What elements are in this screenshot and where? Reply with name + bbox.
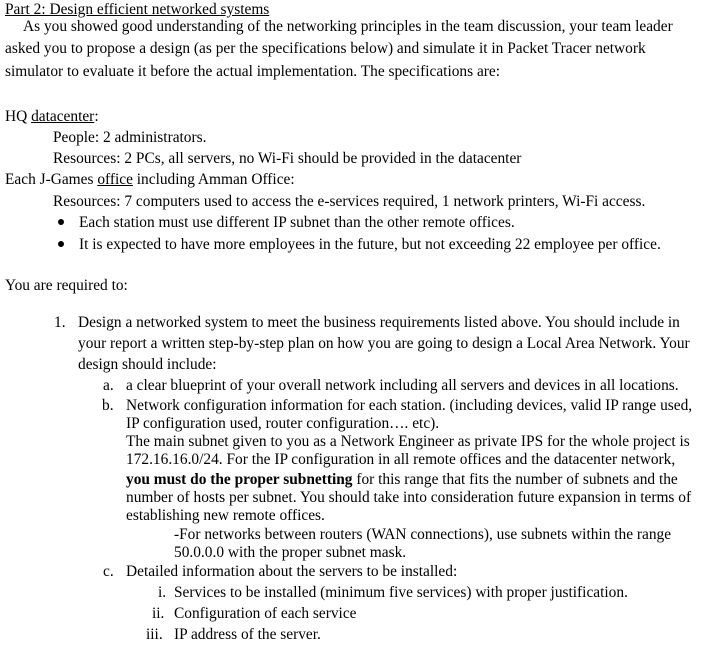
task-line-2: your report a written step-by-step plan on how you are going to design a Local Area Network. Your: [78, 335, 690, 352]
hq-heading-a: HQ: [5, 108, 32, 125]
item-c-marker: c.: [103, 563, 114, 580]
item-b-line-2: IP configuration used, router configuration…. etc).: [126, 415, 440, 432]
item-b-line-4: 172.16.16.0/24. For the IP configuration in all remote offices and the datacenter network,: [126, 451, 676, 468]
office-bullet-2: It is expected to have more employees in the future, but not exceeding 22 employee per office.: [79, 236, 661, 253]
office-heading-c: including Amman Office:: [132, 171, 295, 188]
item-a-marker: a.: [103, 377, 114, 394]
item-c-ii-marker: ii.: [152, 605, 165, 622]
item-b-marker: b.: [102, 397, 114, 414]
subnetting-emphasis: you must do the proper subnetting: [126, 471, 353, 488]
item-b-line-1: Network configuration information for each station. (including devices, valid IP range used,: [126, 397, 693, 414]
hq-resources: Resources: 2 PCs, all servers, no Wi-Fi should be provided in the datacenter: [53, 150, 522, 167]
item-b-line-6: number of hosts per subnet. You should take into consideration future expansion in terms of: [126, 489, 692, 506]
item-b-line-7: establishing new remote offices.: [126, 507, 325, 524]
office-heading-b: office: [97, 171, 133, 188]
office-heading: [5, 170, 295, 189]
intro-line-3: simulator to evaluate it before the actual implementation. The specifications are:: [5, 63, 501, 80]
bullet-dot-2: [58, 241, 64, 247]
item-a-text: a clear blueprint of your overall network including all servers and devices in all locations.: [126, 377, 679, 394]
item-c-i-marker: i.: [158, 584, 167, 601]
wan-line-1: -For networks between routers (WAN connections), use subnets within the range: [174, 526, 672, 543]
item-c-i-text: Services to be installed (minimum five services) with proper justification.: [174, 584, 628, 601]
item-c-iii-text: IP address of the server.: [174, 626, 321, 643]
hq-heading-c: :: [94, 108, 99, 125]
item-c-ii-text: Configuration of each service: [174, 605, 357, 622]
item-b-line-5-rest: for this range that fits the number of subnets and the: [352, 471, 678, 488]
task-line-3: design should include:: [78, 356, 217, 373]
bullet-dot-1: [58, 219, 64, 225]
item-c-iii-marker: iii.: [146, 626, 163, 643]
part-title-text: Part 2: Design efficient networked systems: [5, 1, 270, 18]
wan-line-2: 50.0.0.0 with the proper subnet mask.: [174, 544, 407, 561]
hq-heading-b: datacenter: [31, 108, 95, 125]
hq-heading: [5, 107, 99, 126]
task-line-1: Design a networked system to meet the business requirements listed above. You should include in: [78, 314, 680, 331]
office-bullet-1: Each station must use different IP subnet than the other remote offices.: [79, 214, 515, 231]
task-number: 1.: [54, 314, 66, 331]
item-b-line-5: [126, 470, 678, 489]
hq-people: People: 2 administrators.: [53, 129, 207, 146]
office-resources: Resources: 7 computers used to access the e-services required, 1 network printers, Wi-Fi access.: [53, 193, 646, 210]
item-c-text: Detailed information about the servers to be installed:: [126, 563, 458, 580]
intro-line-1: As you showed good understanding of the networking principles in the team discussion, your team leader: [23, 18, 673, 35]
required-heading: You are required to:: [5, 277, 128, 294]
intro-line-2: asked you to propose a design (as per the specifications below) and simulate it in Packet Tracer network: [5, 40, 646, 57]
office-heading-a: Each J-Games: [5, 171, 98, 188]
item-b-line-3: The main subnet given to you as a Network Engineer as private IPS for the whole project is: [126, 433, 690, 450]
